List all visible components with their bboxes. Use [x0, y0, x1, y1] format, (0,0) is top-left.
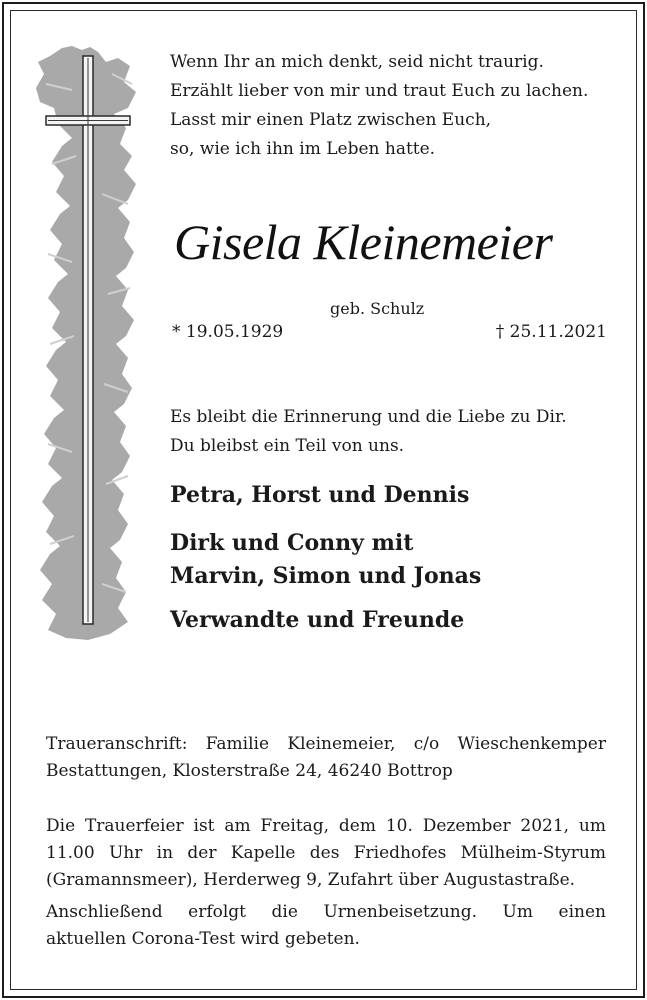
cross-icon — [32, 44, 150, 644]
service-line: 11.00 Uhr in der Kapelle des Friedhofes Mülheim-Styrum — [46, 843, 606, 863]
maiden-name: geb. Schulz — [330, 299, 425, 318]
death-date: † 25.11.2021 — [495, 322, 607, 342]
mourner-group: Petra, Horst und Dennis — [170, 482, 470, 508]
service-line: (Gramannsmeer), Herderweg 9, Zufahrt über Augustastraße. — [46, 870, 576, 890]
poem-line: Lasst mir einen Platz zwischen Euch, — [170, 110, 492, 130]
poem — [170, 48, 588, 164]
poem-line: Erzählt lieber von mir und traut Euch zu lachen. — [170, 81, 589, 101]
address-line: Bestattungen, Klosterstraße 24, 46240 Bottrop — [46, 761, 453, 781]
service-line: Die Trauerfeier ist am Freitag, dem 10. Dezember 2021, um — [46, 816, 606, 836]
poem-line: so, wie ich ihn im Leben hatte. — [170, 139, 436, 159]
deceased-name: Gisela Kleinemeier — [174, 214, 553, 270]
poem-line: Wenn Ihr an mich denkt, seid nicht traurig. — [170, 52, 544, 72]
burial-info — [46, 899, 606, 953]
birth-date: * 19.05.1929 — [172, 322, 284, 342]
burial-line: aktuellen Corona-Test wird gebeten. — [46, 929, 360, 949]
mourner-group: Dirk und Conny mit — [170, 530, 414, 556]
burial-line: Anschließend erfolgt die Urnenbeisetzung. Um einen — [46, 902, 606, 922]
mourner-group: Verwandte und Freunde — [170, 607, 465, 633]
memorial-quote — [170, 403, 567, 461]
quote-line: Es bleibt die Erinnerung und die Liebe zu Dir. — [170, 407, 567, 427]
address-line: Traueranschrift: Familie Kleinemeier, c/o Wieschenkemper — [46, 734, 606, 754]
quote-line: Du bleibst ein Teil von uns. — [170, 436, 405, 456]
mourner-group: Marvin, Simon und Jonas — [170, 563, 482, 589]
mourning-address — [46, 731, 606, 785]
funeral-service-info — [46, 813, 606, 894]
